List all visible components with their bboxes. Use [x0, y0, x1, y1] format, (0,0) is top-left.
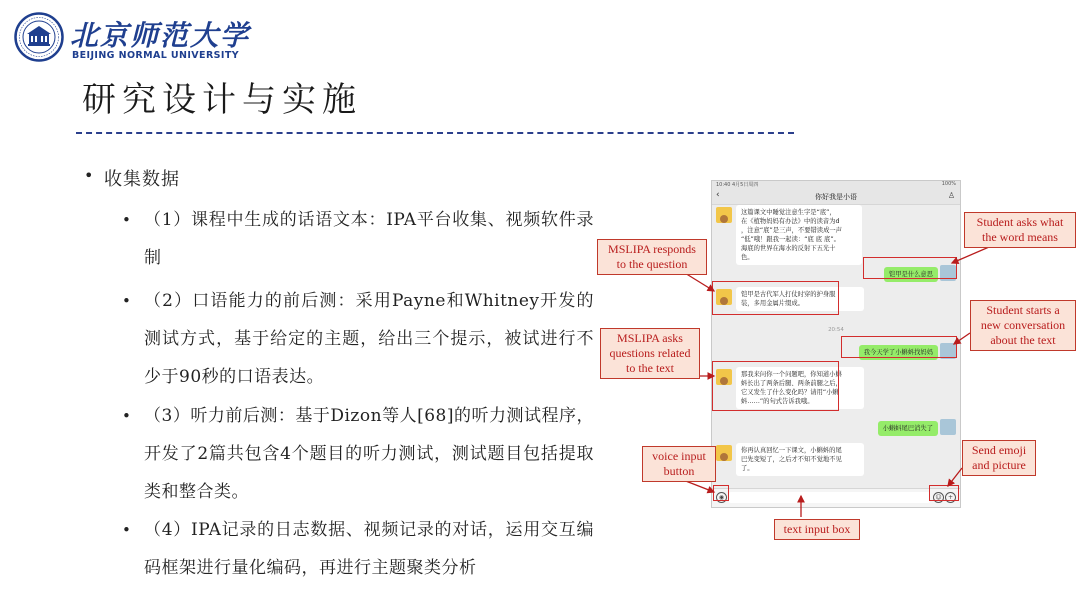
callout-mslipa-responds: MSLIPA responds to the question — [597, 239, 707, 275]
university-name-en: BEIJING NORMAL UNIVERSITY — [72, 50, 239, 61]
bullet-text: （1）课程中生成的话语文本：IPA平台收集、视频软件录制 — [144, 210, 594, 268]
callout-text-input: text input box — [774, 519, 860, 540]
bot-message-3: 那我来问你一个问题吧，你知道小蝌 蚪长出了两条后腿、两条前腿之后， 它又发生了什么变化吗？请用“小蝌 蚪……”的句式告诉我哦。 — [736, 367, 864, 409]
bot-message-1: 这篇课文中睡觉注意生字是“底”， 在《植物妈妈有办法》中的读音为d ，注意“底”是三声，不要错读成一声 “低”哦！跟我一起读：“底 底 底”。 海底的世界在海水的反射下五光十 色。 — [736, 205, 862, 265]
page-title: 研究设计与实施 — [82, 80, 362, 120]
bullet-dot: • — [84, 166, 94, 185]
bullet-dot: • — [122, 521, 131, 539]
callout-mslipa-asks: MSLIPA asks questions related to the text — [600, 328, 700, 379]
callout-student-starts: Student starts a new conversation about the text — [970, 300, 1076, 351]
voice-icon[interactable]: ◉ — [716, 492, 727, 503]
bullet-text: （3）听力前后测：基于Dizon等人[68]的听力测试程序，开发了2篇共包含4个题目的听力测试，测试题目包括提取类和整合类。 — [144, 406, 594, 502]
chat-figure — [596, 178, 1072, 542]
bullet-dot: • — [122, 292, 131, 310]
callout-send-emoji: Send emoji and picture — [962, 440, 1036, 476]
emoji-icon[interactable]: ☺ — [933, 492, 944, 503]
status-time: 10:40 4月5日周四 — [716, 182, 759, 188]
bullet-text: （2）口语能力的前后测：采用Payne和Whitney开发的测试方式，基于给定的主题，给出三个提示，被试进行不少于90秒的口语表达。 — [144, 291, 594, 387]
bullet-dot: • — [122, 407, 131, 425]
status-battery: 100% — [941, 181, 956, 187]
student-message-2: 我今天学了小蝌蚪找妈妈 — [859, 345, 938, 360]
bullet-text: 收集数据 — [104, 169, 180, 190]
university-name-cn: 北京师范大学 — [70, 19, 251, 52]
bot-message-4: 你再认真回忆一下课文，小蝌蚪的尾 巴先变短了，之后才不知不觉地不见 了。 — [736, 443, 864, 476]
university-seal-icon — [14, 12, 64, 62]
person-icon[interactable]: ♙ — [947, 191, 955, 200]
bot-message-2: 铠甲是古代军人打仗时穿的护身服 装，多用金属片缀成。 — [736, 287, 864, 311]
back-icon[interactable]: ‹ — [716, 190, 720, 200]
student-message-3: 小蝌蚪尾巴消失了 — [878, 421, 938, 436]
bullet-text: （4）IPA记录的日志数据、视频记录的对话，运用交互编码框架进行量化编码，再进行主题聚类分析 — [144, 520, 594, 578]
chat-title: 你好我是小语 — [815, 193, 857, 201]
bullet-dot: • — [122, 211, 131, 229]
student-message-1: 铠甲是什么意思 — [884, 267, 938, 282]
chat-timestamp: 20:54 — [828, 327, 844, 333]
title-divider — [76, 132, 794, 134]
plus-icon[interactable]: + — [945, 492, 956, 503]
callout-student-asks: Student asks what the word means — [964, 212, 1076, 248]
callout-voice-input: voice input button — [642, 446, 716, 482]
